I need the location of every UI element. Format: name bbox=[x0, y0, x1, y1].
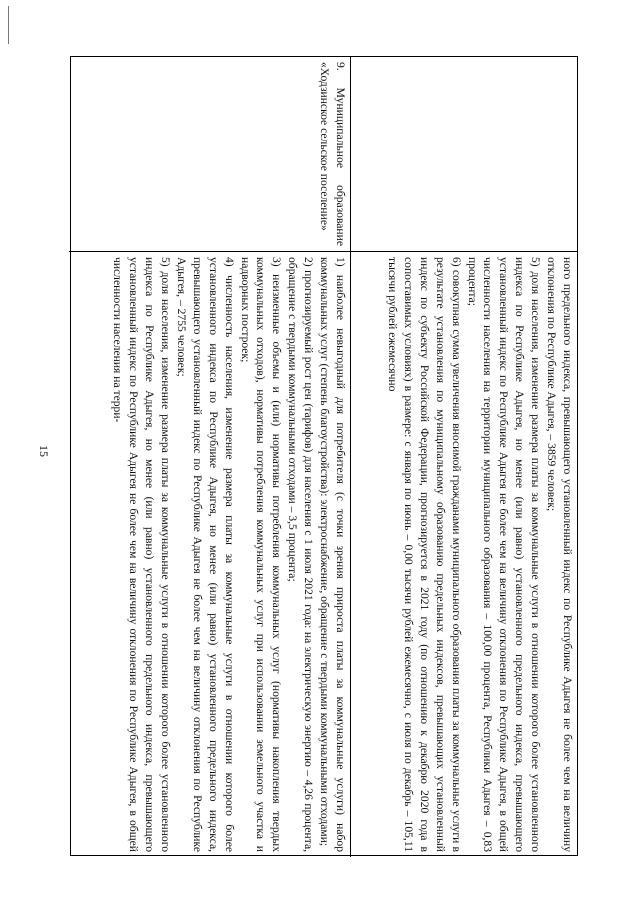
row-1-name-cell bbox=[351, 57, 577, 251]
row-2-item-4: 4) численность населения, изменение размера платы за коммунальные услуги в отношении которого более установленного индекса по Республике Адыгея, но менее (или равно) установленного предельного индекса, превышающего установленный индекс по Республике Адыгея не более чем на величину отклонения по Республике Адыгея, – 2755 человек; bbox=[174, 257, 236, 852]
row-1-item-3: 6) совокупная сумма увеличения вносимой гражданами муниципального образования платы за коммунальные услуги в результате установления по муниципальному образованию предельных индексов, превышающих установленный индекс по субъекту Российской Федерации, прогнозируется в 2021 году (по отношению к декабрю 2020 года в сопоставимых условиях) в размере: с января по июнь – 0,00 тысячи рублей ежемесячно, с июля по декабрь – 105,11 тысячи рублей ежемесячно bbox=[386, 257, 463, 852]
row-2-item-1: 1) наиболее невыгодный для потребителя (с точки зрения прироста платы за коммунальные услуги) набор коммунальных услуг (степень благоустройства): электроснабжение, обращение с твердыми коммунальными отходами; bbox=[318, 257, 347, 852]
row-1-item-2: 5) доля населения, изменение размера платы за коммунальные услуги в отношении которого более установленного индекса по Республике Адыгея, но менее (или равно) установленного предельного индекса, превышающего установленный индекс по Республике Адыгея не более чем на величину отклонения по Республике Адыгея, в общей численности населения на территории муниципального образования – 100,00 процента, Республики Адыгея – 0,83 процента; bbox=[465, 257, 543, 852]
page-edge-mark bbox=[8, 6, 9, 44]
row-2-item-2: 2) прогнозируемый рост цен (тарифов) для населения с 1 июля 2021 года: на электрическую энергию – 4,26 процента, обращение с твердыми коммунальными отходами – 3,5 процента; bbox=[286, 257, 316, 852]
row-2-item-5: 5) доля населения, изменение размера платы за коммунальные услуги в отношении которого более установленного индекса по Республике Адыгея, но менее (или равно) установленного предельного индекса, превышающего установленный индекс по Республике Адыгея не более чем на величину отклонения по Республике Адыгея, в общей численности населения на терри- bbox=[111, 257, 173, 852]
municipal-table bbox=[70, 56, 578, 856]
row-2-content-cell bbox=[69, 252, 350, 857]
page-number: 15 bbox=[37, 445, 51, 457]
row-2-item-3: 3) неизменные объемы и (или) нормативы потребления коммунальных услуг (нормативы накопления твердых коммунальных отходов), нормативы потребления коммунальных услуг при использовании земельного участка и надворных построек; bbox=[238, 257, 284, 852]
row-1-item-1: ного предельного индекса, превышающего установленный индекс по Республике Адыгея не более чем на величину отклонения по Республике Адыгея, – 3859 человек; bbox=[545, 257, 574, 852]
row-2-name-cell bbox=[69, 57, 350, 251]
row-2-name: 9. Муниципальное образование «Ходзинское сельское поселение» bbox=[318, 62, 347, 246]
row-1-content-cell bbox=[351, 252, 577, 857]
rotated-table-area bbox=[70, 56, 578, 856]
